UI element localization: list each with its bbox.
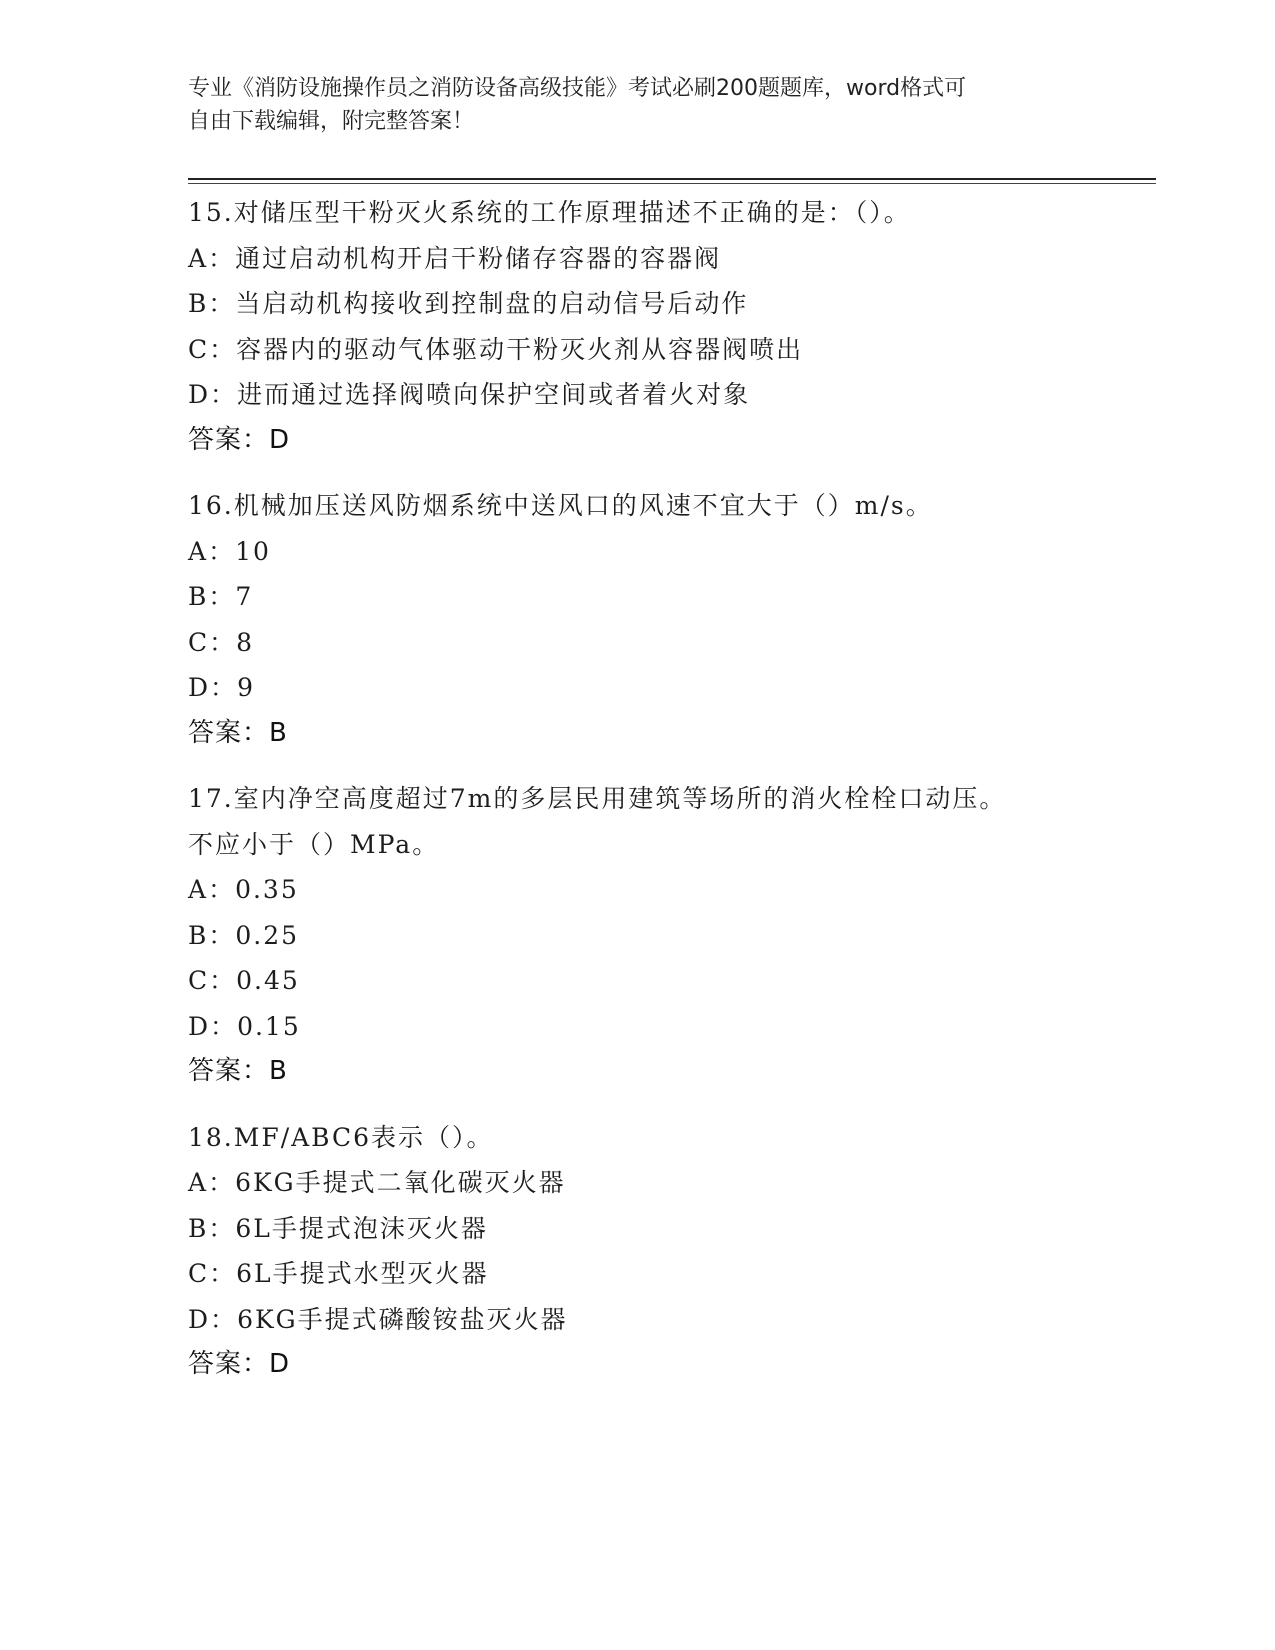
header-line-2: 自由下载编辑，附完整答案！	[188, 109, 475, 134]
option-a	[188, 236, 1088, 282]
option-text: 当启动机构接收到控制盘的启动信号后动作	[235, 289, 749, 318]
option-d	[188, 372, 1088, 418]
option-c	[188, 327, 1088, 373]
option-letter: D	[188, 673, 211, 702]
option-letter: A	[188, 1168, 209, 1197]
option-a	[188, 1160, 1088, 1206]
option-letter: B	[188, 582, 209, 611]
option-d	[188, 665, 1088, 711]
question-list	[188, 190, 1088, 1408]
option-separator: ：	[209, 1259, 237, 1288]
option-text: 0.15	[237, 1011, 301, 1041]
option-separator: ：	[209, 627, 237, 657]
question-item	[188, 190, 1088, 463]
option-letter: D	[188, 380, 211, 409]
option-letter: C	[188, 627, 210, 657]
option-text: 8	[236, 627, 255, 657]
option-separator: ：	[210, 380, 238, 409]
option-d	[188, 1004, 1088, 1050]
option-separator: ：	[210, 1011, 238, 1041]
option-separator: ：	[208, 582, 236, 611]
option-b	[188, 574, 1088, 620]
answer-line: 答案：D	[188, 424, 291, 455]
option-a	[188, 867, 1088, 913]
option-text: 0.45	[236, 966, 300, 995]
option-c	[188, 620, 1088, 666]
option-text: 7	[235, 582, 254, 611]
question-item	[188, 483, 1088, 756]
option-separator: ：	[210, 673, 238, 702]
option-separator: ：	[208, 289, 236, 318]
option-separator: ：	[209, 966, 237, 995]
answer-line: 答案：D	[188, 1349, 291, 1379]
option-letter: B	[188, 1213, 209, 1243]
header-divider	[188, 178, 1156, 180]
option-d	[188, 1297, 1088, 1343]
option-letter: B	[188, 289, 209, 318]
question-item	[188, 776, 1088, 1095]
option-text: 进而通过选择阀喷向保护空间或者着火对象	[237, 380, 751, 409]
option-separator: ：	[208, 1168, 236, 1197]
option-separator: ：	[208, 920, 236, 950]
option-b	[188, 913, 1088, 959]
option-c	[188, 958, 1088, 1004]
question-stem: 16.机械加压送风防烟系统中送风口的风速不宜大于（）m/s。	[188, 491, 933, 520]
option-separator: ：	[208, 243, 236, 273]
header-line-1: 专业《消防设施操作员之消防设备高级技能》考试必刷200题题库，word格式可	[188, 76, 967, 101]
option-letter: C	[188, 966, 210, 995]
option-text: 0.35	[235, 875, 299, 904]
header-divider-thin	[188, 183, 1156, 184]
option-text: 9	[237, 673, 255, 702]
answer-line: 答案：B	[188, 1056, 288, 1086]
option-letter: A	[188, 875, 209, 904]
option-a	[188, 529, 1088, 575]
question-stem: 17.室内净空高度超过7m的多层民用建筑等场所的消火栓栓口动压。	[188, 784, 1007, 813]
option-separator: ：	[210, 1304, 238, 1334]
question-stem-continued: 不应小于（）MPa。	[188, 829, 440, 859]
option-separator: ：	[208, 536, 236, 566]
option-letter: C	[188, 1259, 210, 1288]
option-letter: A	[188, 243, 209, 273]
answer-line: 答案：B	[188, 717, 288, 748]
option-separator: ：	[208, 1213, 236, 1243]
option-letter: A	[188, 536, 209, 566]
option-text: 容器内的驱动气体驱动干粉灭火剂从容器阀喷出	[236, 334, 804, 364]
option-text: 6KG手提式磷酸铵盐灭火器	[237, 1304, 568, 1334]
option-text: 10	[235, 536, 271, 566]
document-header	[188, 72, 1078, 138]
option-separator: ：	[209, 334, 237, 364]
option-letter: D	[188, 1304, 211, 1334]
option-text: 6L手提式泡沫灭火器	[235, 1213, 488, 1243]
option-b	[188, 1206, 1088, 1252]
option-letter: C	[188, 334, 210, 364]
option-letter: B	[188, 920, 209, 950]
option-c	[188, 1251, 1088, 1297]
option-b	[188, 281, 1088, 327]
question-stem: 18.MF/ABC6表示（）。	[188, 1122, 494, 1152]
question-item	[188, 1115, 1088, 1388]
option-text: 通过启动机构开启干粉储存容器的容器阀	[235, 243, 722, 273]
option-text: 6L手提式水型灭火器	[236, 1259, 489, 1288]
option-text: 6KG手提式二氧化碳灭火器	[235, 1168, 566, 1197]
option-letter: D	[188, 1011, 211, 1041]
question-stem: 15.对储压型干粉灭火系统的工作原理描述不正确的是：（）。	[188, 198, 911, 227]
option-separator: ：	[208, 875, 236, 904]
option-text: 0.25	[235, 920, 300, 950]
